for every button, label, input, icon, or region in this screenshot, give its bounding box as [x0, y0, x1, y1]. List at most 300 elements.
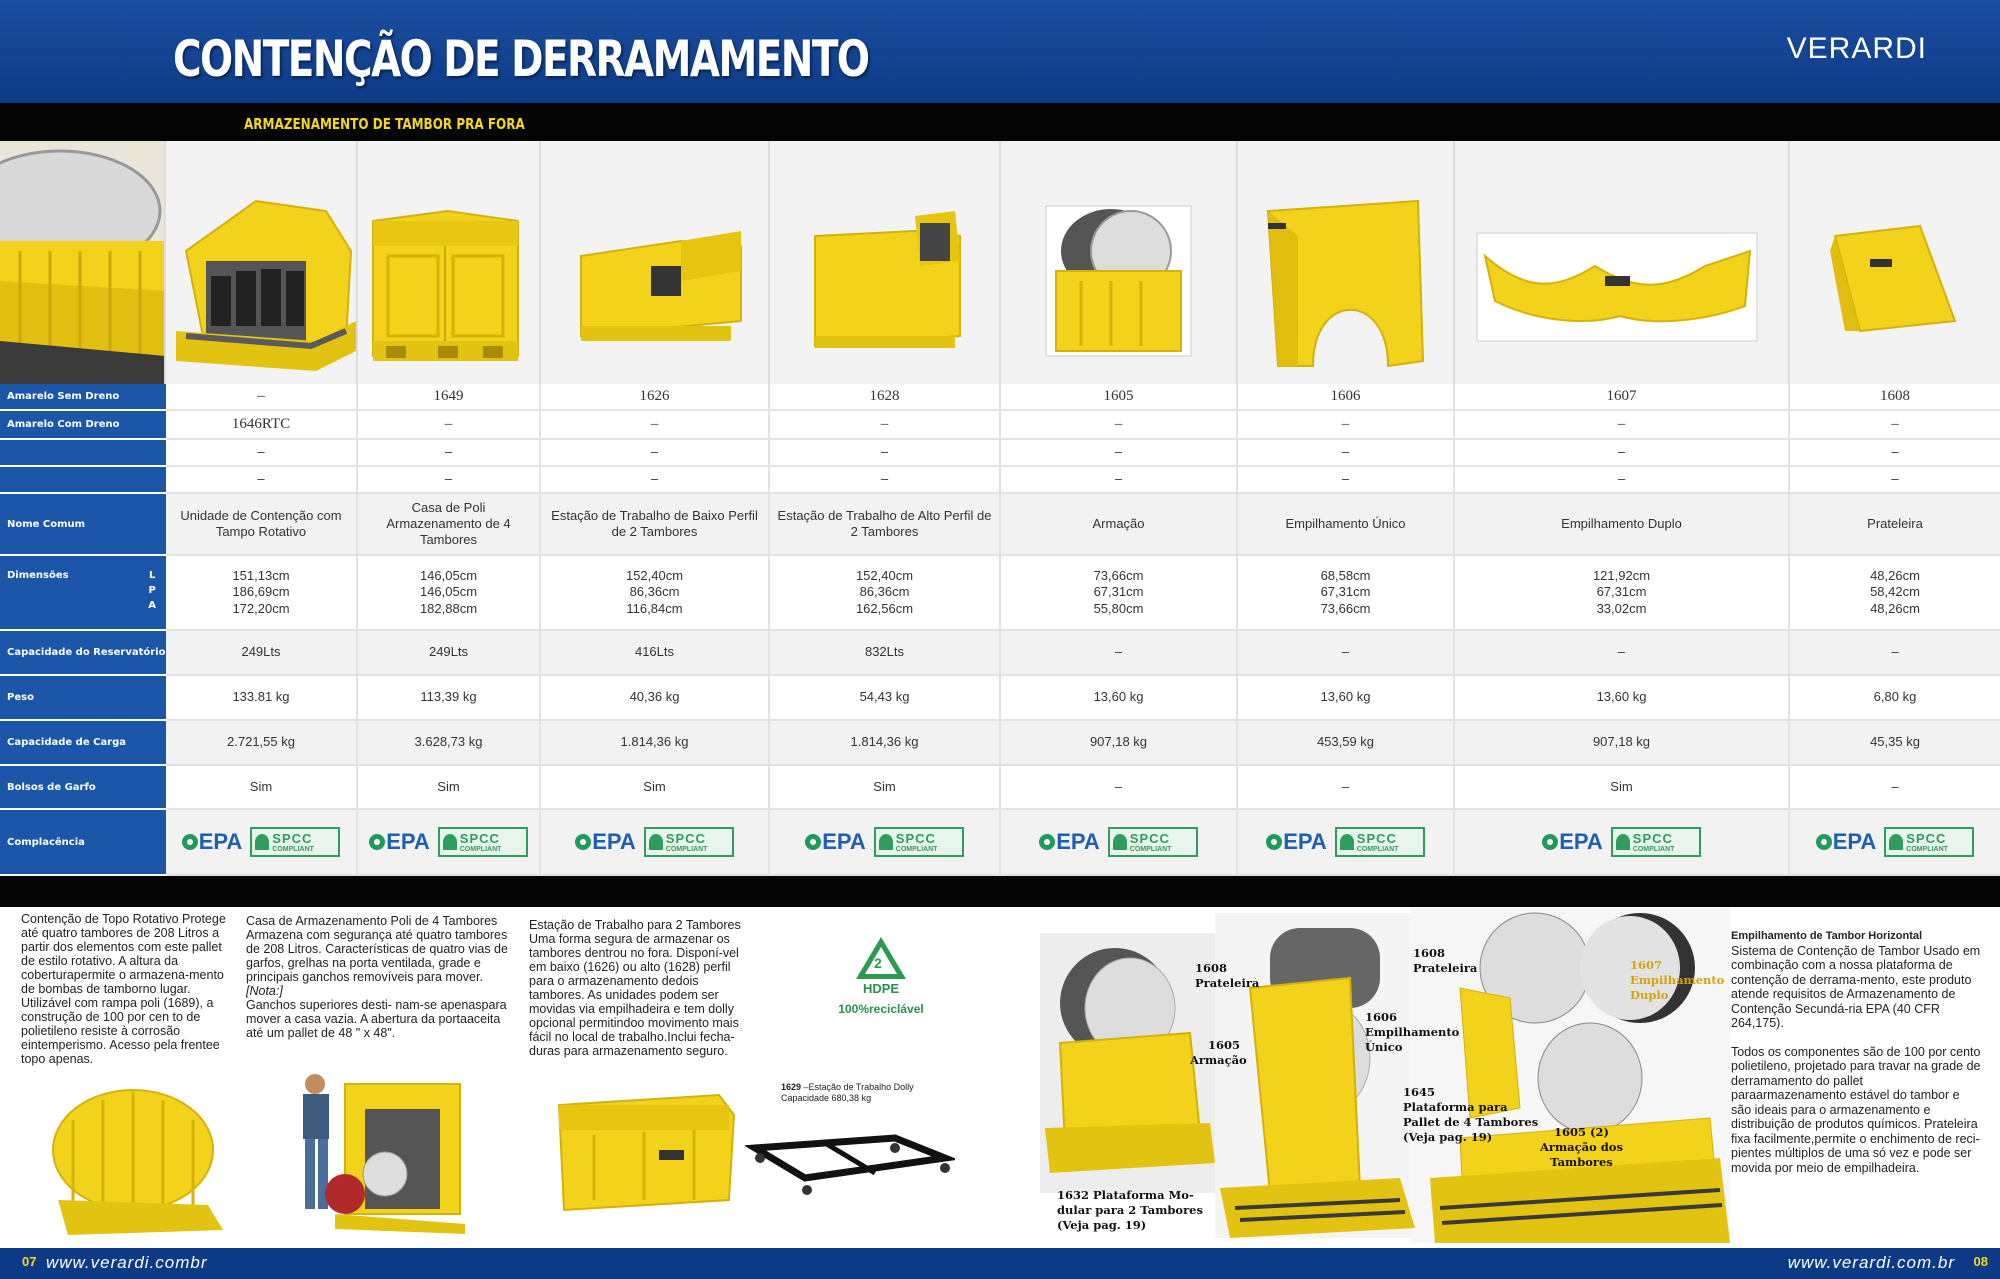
spcc-compliant-badge — [438, 827, 528, 857]
table-cell — [1238, 631, 1455, 676]
cell-value: – — [1114, 778, 1123, 794]
spcc-subtext: COMPLIANT — [1906, 846, 1948, 853]
table-cell — [166, 766, 358, 810]
cell-value: – — [1617, 471, 1626, 487]
section-subtitle: ARMAZENAMENTO DE TAMBOR PRA FORA — [244, 115, 525, 133]
epa-flower-icon — [1266, 834, 1282, 850]
table-cell — [358, 494, 541, 556]
spcc-compliant-badge — [644, 827, 734, 857]
callout-line: 1607 — [1630, 958, 1663, 972]
spcc-text: SPCC — [895, 831, 936, 846]
callout-1632-platform — [1057, 1188, 1203, 1233]
callout-line: Prateleira — [1195, 976, 1260, 990]
cell-value: – — [1114, 471, 1123, 487]
table-cell — [770, 411, 1001, 440]
epa-logo — [369, 828, 430, 856]
cell-value: – — [1341, 416, 1350, 433]
description-paragraph-1: Sistema de Contenção de Tambor Usado em combinação com a nossa plataforma de contenção de derrama-mento, este produto atende requisitos de Armazenamento de Contenção Secundá-ria EPA (40 CFR 264,175). — [1731, 943, 1981, 1030]
callout-1607-double-stack — [1630, 958, 1724, 1003]
cell-value: – — [880, 416, 889, 433]
row-label — [0, 467, 166, 494]
table-cell — [1455, 384, 1790, 411]
spcc-subtext: COMPLIANT — [1129, 846, 1172, 853]
table-cell — [541, 676, 770, 721]
epa-logo — [575, 828, 636, 856]
table-row — [0, 631, 2000, 676]
table-cell — [1238, 494, 1455, 556]
dimension-axis-label: L — [148, 570, 156, 581]
spcc-subtext: COMPLIANT — [1356, 846, 1399, 853]
divider-band — [0, 876, 2000, 907]
dimension-value: 182,88cm — [419, 600, 478, 616]
dimension-axis-label: P — [148, 585, 156, 596]
cell-value: – — [1114, 416, 1123, 433]
callout-line: Empilhamento — [1630, 973, 1725, 987]
epa-logo — [182, 828, 243, 856]
cell-value: – — [880, 471, 889, 487]
cell-value: 416Lts — [634, 644, 675, 660]
cell-value: 1606 — [1330, 388, 1361, 405]
cell-value: – — [1341, 444, 1350, 460]
cell-value: 45,35 kg — [1870, 734, 1920, 750]
dimension-value: 55,80cm — [1093, 600, 1144, 616]
row-label-text: Amarelo Com Dreno — [7, 419, 120, 430]
cell-value: Empilhamento Duplo — [1561, 515, 1682, 531]
cell-value: – — [444, 444, 453, 460]
epa-flower-icon — [1542, 834, 1558, 850]
row-label — [0, 766, 166, 810]
callout-line: 1632 Plataforma Mo- — [1057, 1188, 1194, 1202]
table-cell — [358, 411, 541, 440]
table-cell — [1001, 467, 1238, 494]
table-cell — [541, 766, 770, 810]
callout-line: (Veja pag. 19) — [1057, 1218, 1147, 1232]
table-cell — [1238, 440, 1455, 467]
cell-value: Sim — [1610, 778, 1633, 794]
callout-1605-frame — [1190, 1038, 1247, 1068]
table-cell — [541, 384, 770, 411]
table-cell — [1238, 810, 1455, 876]
dolly-text: –Estação de Trabalho Dolly — [801, 1082, 914, 1092]
cell-value: – — [257, 388, 265, 405]
cell-value: 907,18 kg — [1089, 734, 1148, 750]
cell-value: Estação de Trabalho de Alto Perfil de 2 Tambores — [777, 507, 992, 539]
row-label-text: Capacidade do Reservatório — [7, 647, 166, 658]
table-cell — [1790, 411, 2000, 440]
dimension-value: 67,31cm — [1596, 584, 1647, 600]
cell-value: – — [1891, 778, 1899, 794]
table-cell — [1238, 556, 1455, 631]
page-title: CONTENÇÃO DE DERRAMAMENTO — [173, 30, 869, 88]
dimension-value: 116,84cm — [626, 600, 683, 616]
epa-flower-icon — [1816, 834, 1832, 850]
cell-value: Estação de Trabalho de Baixo Perfil de 2 Tambores — [551, 507, 758, 539]
table-cell — [1790, 384, 2000, 411]
recyclable-label: 100%reciclável — [838, 1002, 924, 1016]
cell-value: 249Lts — [241, 644, 281, 660]
table-cell — [541, 631, 770, 676]
callout-line: Prateleira — [1413, 961, 1478, 975]
cell-value: Armação — [1092, 515, 1145, 531]
callout-line: 1608 — [1413, 946, 1446, 960]
hdpe-recycle-badge — [826, 937, 936, 1016]
cell-value: – — [1341, 778, 1350, 794]
table-cell — [1238, 467, 1455, 494]
epa-flower-icon — [1039, 834, 1055, 850]
table-cell — [358, 467, 541, 494]
description-4-drum-house — [246, 914, 518, 1040]
dimension-value: 73,66cm — [1320, 600, 1371, 616]
epa-text: EPA — [1559, 829, 1603, 855]
cell-value: – — [1114, 444, 1123, 460]
spcc-text: SPCC — [1632, 831, 1673, 846]
table-cell — [770, 494, 1001, 556]
cell-value: 1626 — [639, 388, 670, 405]
table-cell — [1001, 384, 1238, 411]
table-row — [0, 411, 2000, 440]
table-cell — [1455, 440, 1790, 467]
cell-value: Unidade de Contenção com Tampo Rotativo — [180, 507, 342, 539]
spcc-subtext: COMPLIANT — [665, 846, 708, 853]
table-cell — [358, 676, 541, 721]
callout-1608-shelf-a — [1195, 961, 1259, 991]
product-image-1605 — [1001, 141, 1238, 384]
cell-value: – — [1341, 644, 1350, 660]
dimension-value: 48,26cm — [1870, 600, 1920, 616]
cell-value: – — [444, 471, 453, 487]
table-cell — [1001, 721, 1238, 766]
product-image-rotating-lid — [0, 141, 166, 384]
description-2-drum-workstation — [529, 918, 755, 1058]
table-cell — [1790, 631, 2000, 676]
row-label-text: Amarelo Sem Dreno — [7, 391, 120, 402]
table-row — [0, 384, 2000, 411]
table-cell — [1455, 494, 1790, 556]
epa-text: EPA — [822, 829, 866, 855]
table-cell — [541, 411, 770, 440]
cell-value: – — [444, 416, 453, 433]
row-label — [0, 631, 166, 676]
table-cell — [770, 676, 1001, 721]
callout-1645-pallet — [1403, 1085, 1538, 1145]
callout-line: Empilhamento — [1365, 1025, 1460, 1039]
cell-value: 3.628,73 kg — [414, 734, 483, 750]
callout-line: 1605 — [1207, 1038, 1240, 1052]
table-cell — [541, 721, 770, 766]
epa-text: EPA — [198, 829, 243, 855]
table-cell — [358, 556, 541, 631]
spcc-drop-icon — [255, 834, 269, 850]
spcc-text: SPCC — [272, 831, 313, 846]
spcc-drop-icon — [1113, 834, 1127, 850]
epa-flower-icon — [182, 834, 198, 850]
spcc-drop-icon — [443, 834, 457, 850]
cell-value: 1607 — [1606, 388, 1637, 405]
cell-value: Sim — [249, 778, 273, 794]
table-cell — [770, 810, 1001, 876]
table-cell — [1455, 676, 1790, 721]
cell-value: 1605 — [1103, 388, 1134, 405]
epa-text: EPA — [1832, 829, 1877, 855]
spcc-compliant-badge — [1335, 827, 1425, 857]
description-text: Estação de Trabalho para 2 Tambores Uma forma segura de armazenar os tambores dentrou no fora. Disponí-vel em baixo (1626) ou alto (1628) perfil para o armazenamento dedois tambores. As unidades podem ser movidas via empilhadeira e tem dolly opcional permitindoo movimento mais fácil no local de trabalho.Inclui fecha-duras para armazenamento seguro. — [529, 918, 741, 1058]
table-cell — [1455, 467, 1790, 494]
table-cell — [770, 384, 1001, 411]
cell-value: 249Lts — [428, 644, 469, 660]
row-label — [0, 411, 166, 440]
dimension-axis-label: A — [148, 600, 156, 611]
table-cell — [770, 556, 1001, 631]
product-image-row — [0, 141, 2000, 384]
callout-line: Armação — [1190, 1053, 1247, 1067]
table-row — [0, 467, 2000, 494]
spcc-drop-icon — [1616, 834, 1630, 850]
image-workstation — [549, 1080, 739, 1220]
row-label — [0, 556, 166, 631]
table-cell — [1455, 556, 1790, 631]
callout-line: 1605 (2) — [1554, 1125, 1609, 1139]
row-label — [0, 440, 166, 467]
cell-value: – — [650, 471, 659, 487]
description-rotating-lid — [21, 912, 239, 1066]
description-text-a: Casa de Armazenamento Poli de 4 Tambores Armazena com segurança até quatro tambores de 208 Litros. Características de quatro vias de garfos, grelhas na porta ventilada, grade e principais ganchos removíveis para mover. — [246, 914, 508, 984]
table-cell — [166, 467, 358, 494]
epa-text: EPA — [386, 829, 430, 855]
callout-line: dular para 2 Tambores — [1057, 1203, 1203, 1217]
table-cell — [166, 631, 358, 676]
spcc-compliant-badge — [1611, 827, 1701, 857]
dimension-value: 162,56cm — [855, 600, 914, 616]
table-cell — [1238, 384, 1455, 411]
cell-value: – — [1341, 471, 1350, 487]
table-cell — [541, 810, 770, 876]
dolly-note — [781, 1082, 961, 1104]
cell-value: Casa de Poli Armazenamento de 4 Tambores — [386, 499, 511, 548]
table-row — [0, 766, 2000, 810]
dimension-value: 146,05cm — [419, 584, 478, 600]
cell-value: Sim — [437, 778, 460, 794]
cell-value: – — [1891, 444, 1899, 460]
table-cell — [1790, 494, 2000, 556]
website-link-right[interactable]: www.verardi.com.br — [1787, 1253, 1955, 1272]
spcc-text: SPCC — [1129, 831, 1170, 846]
table-cell — [1238, 766, 1455, 810]
spcc-subtext: COMPLIANT — [895, 846, 938, 853]
table-cell — [1455, 766, 1790, 810]
table-cell — [770, 440, 1001, 467]
table-cell — [1790, 440, 2000, 467]
table-row — [0, 494, 2000, 556]
dolly-code: 1629 — [781, 1082, 802, 1092]
row-label — [0, 721, 166, 766]
epa-logo — [1542, 828, 1603, 856]
table-cell — [770, 721, 1001, 766]
callout-line: 1606 — [1365, 1010, 1398, 1024]
callout-line: Duplo — [1630, 988, 1669, 1002]
dimension-value: 86,36cm — [629, 584, 680, 600]
cell-value: 133.81 kg — [232, 689, 290, 705]
table-cell — [166, 810, 358, 876]
table-cell — [541, 440, 770, 467]
table-cell — [541, 467, 770, 494]
table-cell — [166, 411, 358, 440]
row-label — [0, 676, 166, 721]
table-cell — [358, 384, 541, 411]
dolly-capacity: Capacidade 680,38 kg — [781, 1093, 872, 1103]
epa-flower-icon — [805, 834, 821, 850]
table-cell — [1455, 631, 1790, 676]
hdpe-number: 2 — [874, 955, 882, 971]
hdpe-code: HDPE — [862, 981, 900, 996]
description-paragraph-2: Todos os componentes são de 100 por cento polietileno, projetado para travar na grade de derramamento do pallet paraarmazenamento estável do tambor e são ideais para o armazenamento e distribuição de produtos químicos. Prateleira fixa facilmente,permite o enchimento de reci-pientes múltiplos de uma só vez e pode ser movida por meio de empilhadeira. — [1731, 1044, 1981, 1175]
row-label-text: Capacidade de Carga — [7, 737, 127, 748]
cell-value: Empilhamento Único — [1285, 515, 1406, 531]
table-cell — [358, 721, 541, 766]
row-label-text: Complacência — [7, 836, 85, 848]
cell-value: – — [650, 444, 659, 460]
cell-value: 1628 — [869, 388, 900, 405]
table-cell — [1238, 676, 1455, 721]
spcc-subtext: COMPLIANT — [272, 846, 314, 853]
cell-value: – — [257, 444, 265, 460]
table-cell — [1001, 411, 1238, 440]
cell-value: – — [1891, 416, 1899, 433]
image-rotating-lid-unit — [48, 1080, 228, 1240]
cell-value: Sim — [873, 778, 896, 794]
cell-value: Prateleira — [1867, 515, 1923, 531]
table-cell — [358, 631, 541, 676]
table-cell — [358, 440, 541, 467]
table-cell — [1001, 676, 1238, 721]
table-cell — [541, 494, 770, 556]
row-label — [0, 810, 166, 876]
cell-value: – — [1617, 416, 1626, 433]
callout-line: Armação dos — [1540, 1140, 1623, 1154]
cell-value: Sim — [643, 778, 666, 794]
cell-value: 832Lts — [864, 644, 905, 660]
cell-value: – — [1891, 471, 1899, 487]
cell-value: – — [257, 471, 265, 487]
table-row — [0, 810, 2000, 876]
table-cell — [1001, 556, 1238, 631]
cell-value: 1608 — [1880, 388, 1910, 405]
callout-line: Tambores — [1550, 1155, 1613, 1169]
dimension-value: 73,66cm — [1093, 568, 1144, 584]
table-cell — [770, 766, 1001, 810]
cell-value: 1646RTC — [231, 416, 291, 433]
table-cell — [1001, 766, 1238, 810]
table-cell — [166, 494, 358, 556]
spcc-drop-icon — [1889, 834, 1903, 850]
spcc-compliant-badge — [874, 827, 964, 857]
dimension-value: 33,02cm — [1596, 600, 1647, 616]
product-image-1606 — [1238, 141, 1455, 384]
epa-logo — [1816, 828, 1877, 856]
table-cell — [166, 676, 358, 721]
epa-logo — [805, 828, 866, 856]
table-cell — [770, 467, 1001, 494]
table-cell — [1238, 721, 1455, 766]
spcc-drop-icon — [1340, 834, 1354, 850]
epa-flower-icon — [575, 834, 591, 850]
cell-value: 54,43 kg — [859, 689, 910, 705]
dimension-value: 67,31cm — [1320, 584, 1371, 600]
dimension-value: 152,40cm — [625, 568, 684, 584]
spcc-text: SPCC — [665, 831, 706, 846]
epa-text: EPA — [1056, 829, 1100, 855]
cell-value: 1.814,36 kg — [620, 734, 689, 750]
spcc-compliant-badge — [250, 827, 340, 857]
spcc-drop-icon — [649, 834, 663, 850]
callout-line: 1645 — [1403, 1085, 1436, 1099]
row-label-text: Nome Comum — [7, 518, 86, 530]
product-image-1607 — [1455, 141, 1790, 384]
table-cell — [770, 631, 1001, 676]
description-horizontal-stacking — [1731, 929, 1981, 1175]
table-row — [0, 440, 2000, 467]
callout-1605-2-drum-frame — [1540, 1125, 1623, 1170]
cell-value: – — [1617, 444, 1626, 460]
epa-text: EPA — [592, 829, 636, 855]
epa-logo — [1266, 828, 1327, 856]
callout-line: Plataforma para — [1403, 1100, 1508, 1114]
table-cell — [1455, 810, 1790, 876]
cell-value: 13,60 kg — [1320, 689, 1371, 705]
dimension-value: 48,26cm — [1870, 568, 1920, 584]
row-label-text: Dimensões — [7, 570, 69, 581]
cell-value: 40,36 kg — [629, 689, 680, 705]
table-cell — [1455, 721, 1790, 766]
dimension-value: 68,58cm — [1320, 568, 1371, 584]
spcc-text: SPCC — [459, 831, 500, 846]
dimension-value: 121,92cm — [1592, 568, 1651, 584]
cell-value: – — [1891, 644, 1899, 660]
cell-value: – — [650, 416, 659, 433]
dimension-value: 151,13cm — [232, 568, 290, 584]
page-number-left: 07 — [22, 1254, 37, 1269]
dimension-value: 186,69cm — [232, 584, 290, 600]
row-label — [0, 384, 166, 411]
product-image-1628 — [770, 141, 1001, 384]
table-cell — [166, 440, 358, 467]
website-link-left[interactable]: www.verardi.combr — [46, 1253, 208, 1272]
table-row — [0, 556, 2000, 631]
spcc-text: SPCC — [1356, 831, 1397, 846]
table-cell — [1790, 766, 2000, 810]
description-text: Contenção de Topo Rotativo Protege até quatro tambores de 208 Litros a partir dos elementos com este pallet de estilo rotativo. A altura da coberturapermite o armazena-mento de bombas de tamborno lugar. Utilizável com rampa poli (1689), a construção de 100 por cen to de polietileno resiste à corrosão eintemperismo. Acesso pela frentee topo apenas. — [21, 912, 226, 1066]
epa-flower-icon — [369, 834, 385, 850]
cell-value: 13,60 kg — [1596, 689, 1647, 705]
callout-line: 1608 — [1195, 961, 1228, 975]
cell-value: 1649 — [433, 388, 464, 405]
dimension-axis-labels — [148, 568, 156, 613]
epa-text: EPA — [1283, 829, 1327, 855]
table-cell — [1238, 411, 1455, 440]
table-cell — [1001, 494, 1238, 556]
dimension-value: 172,20cm — [232, 600, 290, 616]
callout-line: (Veja pag. 19) — [1403, 1130, 1493, 1144]
callout-1606-single-stack — [1365, 1010, 1459, 1055]
brand-name: VERARDI — [1786, 32, 1927, 65]
spcc-subtext: COMPLIANT — [459, 846, 502, 853]
table-cell — [166, 556, 358, 631]
callout-1608-shelf-b — [1413, 946, 1477, 976]
cell-value: 907,18 kg — [1592, 734, 1651, 750]
table-cell — [358, 810, 541, 876]
spcc-compliant-badge — [1108, 827, 1198, 857]
footer-band — [0, 1248, 2000, 1279]
description-heading: Empilhamento de Tambor Horizontal — [1731, 930, 1923, 942]
